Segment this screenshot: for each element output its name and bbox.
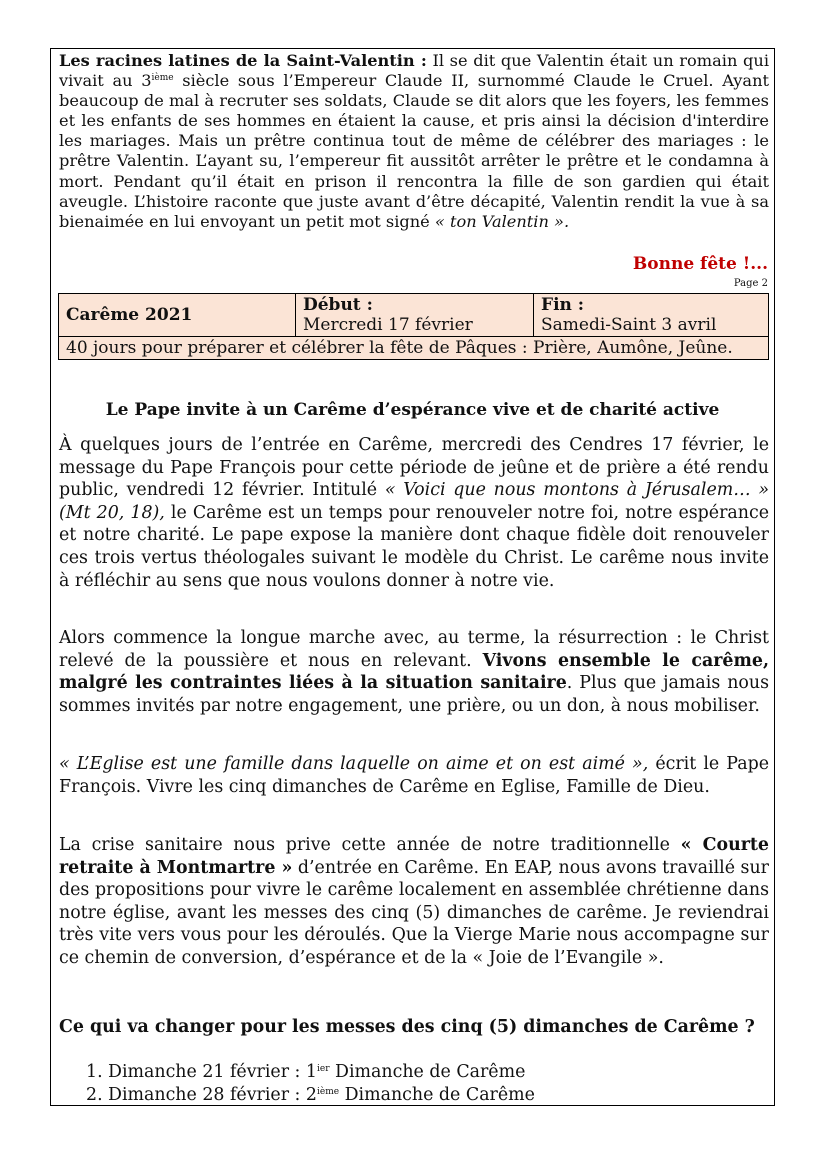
list-item: 2. Dimanche 28 février : 2ième Dimanche de Carême [86, 1084, 535, 1105]
careme-fin-cell [534, 294, 769, 337]
paragraph-pape-message: À quelques jours de l’entrée en Carême, mercredi des Cendres 17 février, le message du Pape François pour cette période de jeûne et de prière a été rendu public, vendredi 12 février. Intitulé « Voici que nous montons à Jérusalem… » (Mt 20, 18), le Carême est un temps pour renouveler notre foi, notre espérance et notre charité. Le pape expose la manière dont chaque fidèle doit renouveler ces trois vertus théologales suivant le modèle du Christ. Le carême nous invite à réfléchir au sens que nous voulons donner à notre vie. [59, 435, 770, 591]
paragraph-longue-marche: Alors commence la longue marche avec, au terme, la résurrection : le Christ relevé de la poussière et nous en relevant. Vivons ensemble le carême, malgré les contraintes liées à la situation sanitaire. Plus que jamais nous sommes invités par notre engagement, une prière, ou un don, à nous mobiliser. [59, 628, 770, 716]
debut-label: Début : [303, 295, 373, 315]
debut-value: Mercredi 17 février [303, 315, 473, 335]
page-number: Page 2 [733, 278, 768, 289]
paragraph-crise-sanitaire: La crise sanitaire nous prive cette année de notre traditionnelle « Courte retraite à Montmartre » d’entrée en Carême. En EAP, nous avons travaillé sur des propositions pour vivre le carême localement en assemblée chrétienne dans notre église, avant les messes des cinq (5) dimanches de carême. Je reviendrai très vite vers vous pour les déroulés. Que la Vierge Marie nous accompagne sur ce chemin de conversion, d’espérance et de la « Joie de l’Evangile ». [59, 835, 770, 968]
paragraph-eglise-famille: « L’Eglise est une famille dans laquelle on aime et on est aimé », écrit le Pape François. Vivre les cinq dimanches de Carême en Eglise, Famille de Dieu. [59, 754, 770, 797]
page-frame [50, 48, 775, 1106]
careme-debut-cell [296, 294, 534, 337]
careme-note: 40 jours pour préparer et célébrer la fête de Pâques : Prière, Aumône, Jeûne. [59, 337, 769, 360]
valentin-heading: Les racines latines de la Saint-Valentin : [59, 51, 427, 70]
sunday-list [86, 1061, 535, 1106]
fin-value: Samedi-Saint 3 avril [541, 315, 717, 335]
careme-table [58, 293, 769, 360]
section-heading: Le Pape invite à un Carême d’espérance vive et de charité active [105, 400, 720, 420]
bonne-fete-text: Bonne fête !... [632, 254, 768, 274]
question-heading: Ce qui va changer pour les messes des cinq (5) dimanches de Carême ? [59, 1017, 755, 1037]
list-item: 1. Dimanche 21 février : $1^{ier}$ Dimanche de Carême [86, 1062, 526, 1082]
careme-title: Carême 2021 [59, 294, 296, 337]
valentin-paragraph: Les racines latines de la Saint-Valentin : Il se dit que Valentin était un romain qui vivait au 3ième siècle sous l’Empereur Claude II, surnommé Claude le Cruel. Ayant beaucoup de mal à recruter ses soldats, Claude se dit alors que les foyers, les femmes et les enfants de ses hommes en étaient la cause, et pris ainsi la décision d'interdire les mariages. Mais un prêtre continua tout de même de célébrer des mariages : le prêtre Valentin. L’ayant su, l’empereur fit aussitôt arrêter le prêtre et le condamna à mort. Pendant qu’il était en prison il rencontra la fille de son gardien qui était aveugle. L’histoire raconte que juste avant d’être décapité, Valentin rendit la vue à sa bienaimée en lui envoyant un petit mot signé « ton Valentin ». [59, 51, 770, 231]
fin-label: Fin : [541, 295, 585, 315]
